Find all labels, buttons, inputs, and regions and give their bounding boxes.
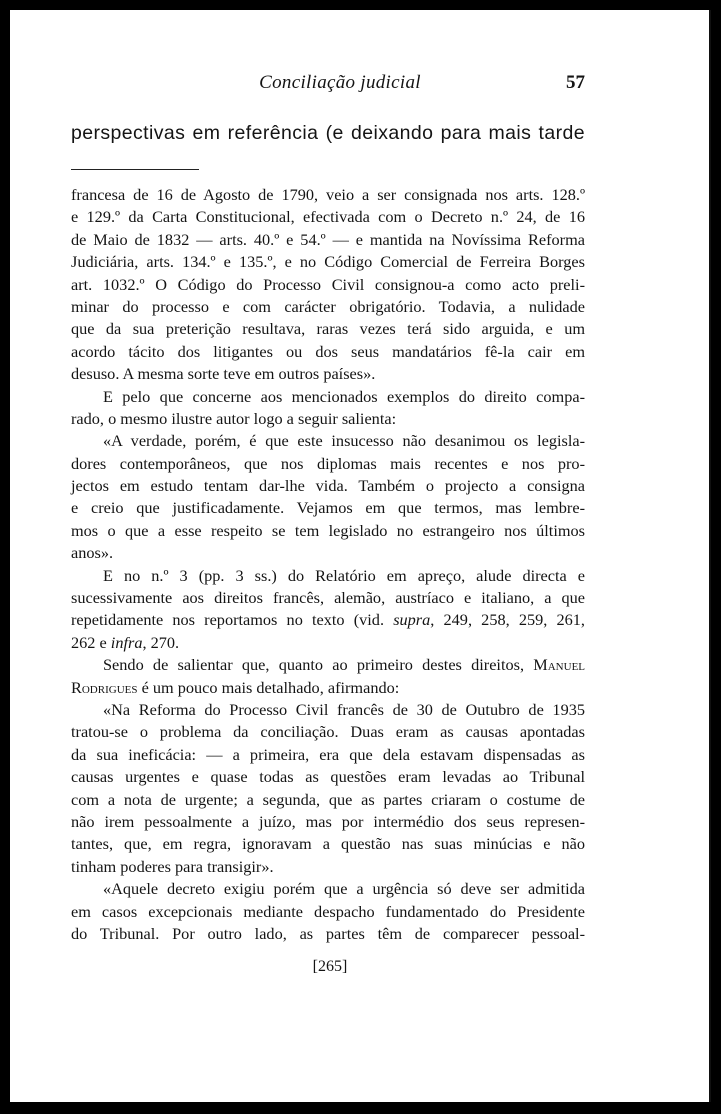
page-number: 57 [566, 72, 585, 93]
footnote-line: desuso. A mesma sorte teve em outros países». [71, 364, 376, 384]
author-name: Manuel [533, 655, 586, 675]
footnote-line: dores contemporâneos, que nos diplomas mais recentes e nos pro- [71, 453, 585, 473]
footnote-italic: supra [393, 610, 431, 630]
footnote-line: art. 1032.º O Código do Processo Civil consignou-a como acto preli- [71, 274, 585, 294]
footnote-line [71, 609, 585, 631]
footnote-line: acordo tácito dos litigantes ou dos seus mandatários fê-la cair em [71, 341, 585, 361]
footnote-line: com a nota de urgente; a segunda, que as partes criaram o costume de [71, 789, 585, 809]
footnote-line-part: é um pouco mais detalhado, afirmando: [141, 677, 400, 697]
running-title: Conciliação judicial [259, 72, 421, 93]
footnote-line: do Tribunal. Por outro lado, as partes têm de comparecer pessoal- [71, 923, 585, 943]
footnote-line: e 129.º da Carta Constitucional, efectivada com o Decreto n.º 24, de 16 [71, 207, 585, 227]
footnote-text [71, 184, 585, 945]
document-page [10, 10, 711, 1102]
footnote-line: tratou-se o problema da conciliação. Duas eram as causas apontadas [71, 722, 585, 742]
footnote-line [71, 654, 585, 676]
footnote-line: E pelo que concerne aos mencionados exemplos do direito compa- [103, 386, 585, 406]
footnote-line [71, 632, 585, 654]
footnote-line: «Aquele decreto exigiu porém que a urgência só deve ser admitida [103, 879, 585, 899]
footnote-line: da sua ineficácia: — a primeira, era que dela estavam dispensadas as [71, 744, 585, 764]
footnote-line-part: Sendo de salientar que, quanto ao primeiro destes direitos, [103, 655, 525, 675]
footnote-line: em casos excepcionais mediante despacho fundamentado do Presidente [71, 901, 585, 921]
footnote-line-part: , 249, 258, 259, 261, [430, 610, 585, 630]
folio-number: [265] [312, 958, 348, 975]
footnote-line: «Na Reforma do Processo Civil francês de 30 de Outubro de 1935 [103, 699, 585, 719]
footnote-line: de Maio de 1832 — arts. 40.º e 54.º — e mantida na Novíssima Reforma [71, 229, 585, 249]
footnote-line: sucessivamente aos direitos francês, alemão, austríaco e italiano, a que [71, 588, 585, 608]
footnote-separator [71, 169, 199, 170]
footnote-line: tinham poderes para transigir». [71, 856, 274, 876]
footnote-line: «A verdade, porém, é que este insucesso não desanimou os legisla- [103, 431, 585, 451]
footnote-line: mos o que a esse respeito se tem legislado no estrangeiro nos últimos [71, 520, 585, 540]
footnote-line [71, 677, 585, 699]
footnote-line: jectos em estudo tentam dar-lhe vida. Também o projecto a consigna [71, 476, 585, 496]
footnote-line: minar do processo e com carácter obrigatório. Todavia, a nulidade [71, 296, 585, 316]
footnote-line: não irem pessoalmente a juízo, mas por intermédio dos seus represen- [71, 811, 585, 831]
footnote-line: francesa de 16 de Agosto de 1790, veio a ser consignada nos arts. 128.º [71, 185, 585, 204]
body-text-line: perspectivas em referência (e deixando para mais tarde [71, 122, 585, 144]
footnote-line: que da sua preterição resultava, raras vezes terá sido arguida, e um [71, 319, 585, 339]
footnote-line: rado, o mesmo ilustre autor logo a seguir salienta: [71, 408, 397, 428]
author-name: Rodrigues [71, 677, 138, 697]
footnote-line-part: 262 e [71, 632, 107, 652]
footnote-line: tantes, que, em regra, ignoravam a questão nas suas minúcias e não [71, 834, 585, 854]
footnote-line: E no n.º 3 (pp. 3 ss.) do Relatório em apreço, alude directa e [103, 565, 585, 585]
footnote-line: causas urgentes e quase todas as questões eram levadas ao Tribunal [71, 767, 585, 787]
footnote-line: Judiciária, arts. 134.º e 135.º, e no Código Comercial de Ferreira Borges [71, 252, 585, 272]
footnote-line: anos». [71, 543, 114, 563]
footnote-line-part: , 270. [142, 632, 180, 652]
footnote-line: e creio que justificadamente. Vejamos em que termos, mas lembre- [71, 498, 585, 518]
footnote-line-part: repetidamente nos reportamos no texto (vid. [71, 610, 385, 630]
footnote-italic: infra [110, 632, 143, 652]
